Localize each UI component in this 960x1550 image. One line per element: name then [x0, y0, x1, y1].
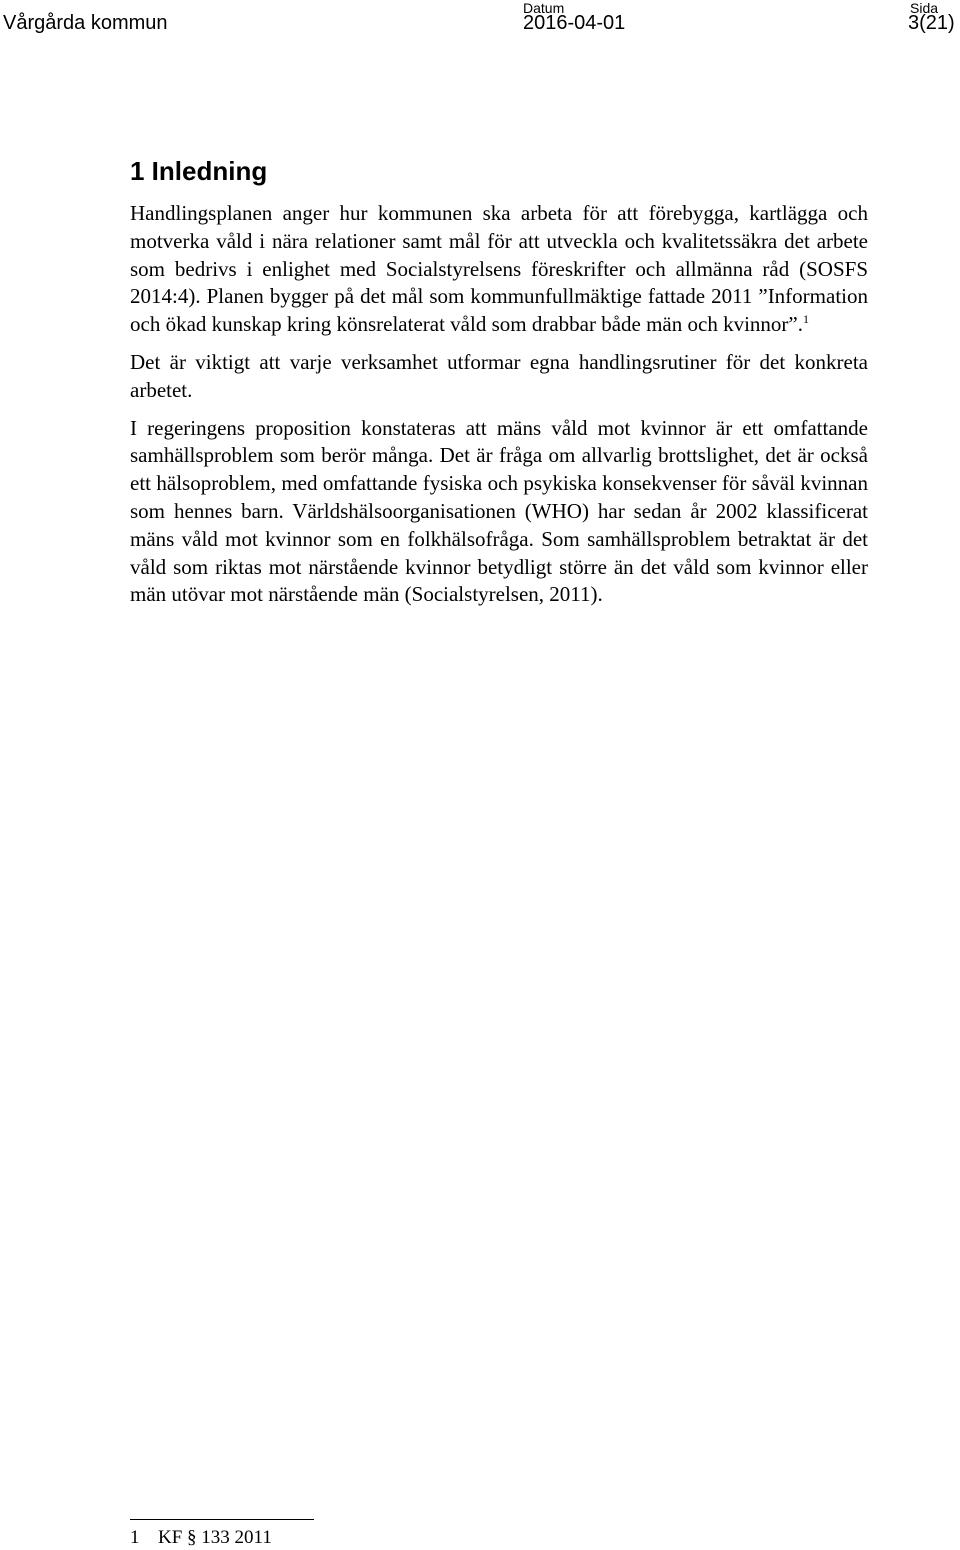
- paragraph: I regeringens proposition konstateras att mäns våld mot kvinnor är ett omfattande samhällsproblem som berör många. Det är fråga om allvarlig brottslighet, det är också ett hälsoproblem, med omfattande fysiska och psykiska konsekvenser för såväl kvinnan som hennes barn. Världshälsoorganisationen (WHO) har sedan år 2002 klassificerat mäns våld mot kvinnor som en folkhälsofråga. Som samhällsproblem betraktat är det våld som riktas mot närstående kvinnor betydligt större än det våld som kvinnor eller män utövar mot närstående män (Socialstyrelsen, 2011).: [130, 415, 868, 607]
- page-label: Sida: [910, 0, 939, 16]
- footnote: [130, 1527, 272, 1549]
- organization-name: Vårgårda kommun: [3, 12, 168, 34]
- paragraph: [130, 200, 868, 339]
- date-label: Datum: [523, 0, 565, 16]
- footnote-reference[interactable]: 1: [802, 312, 809, 327]
- section-body: [130, 200, 868, 619]
- footnote-number: 1: [130, 1527, 140, 1548]
- page-number: 3(21): [908, 12, 955, 34]
- paragraph: Det är viktigt att varje verksamhet utformar egna handlingsrutiner för det konkreta arbetet.: [130, 349, 868, 402]
- footnote-divider: [130, 1519, 314, 1520]
- section-heading: 1 Inledning: [130, 156, 268, 186]
- document-date: 2016-04-01: [523, 12, 626, 34]
- paragraph-text: Handlingsplanen anger hur kommunen ska arbeta för att förebygga, kartlägga och motverka våld i nära relationer samt mål för att utveckla och kvalitetssäkra det arbete som bedrivs i enlighet med Socialstyrelsens föreskrifter och allmänna råd (SOSFS 2014:4). Planen bygger på det mål som kommunfullmäktige fattade 2011 ”Information och ökad kunskap kring könsrelaterat våld som drabbar både män och kvinnor”.: [130, 201, 868, 337]
- footnote-text: KF § 133 2011: [158, 1527, 272, 1548]
